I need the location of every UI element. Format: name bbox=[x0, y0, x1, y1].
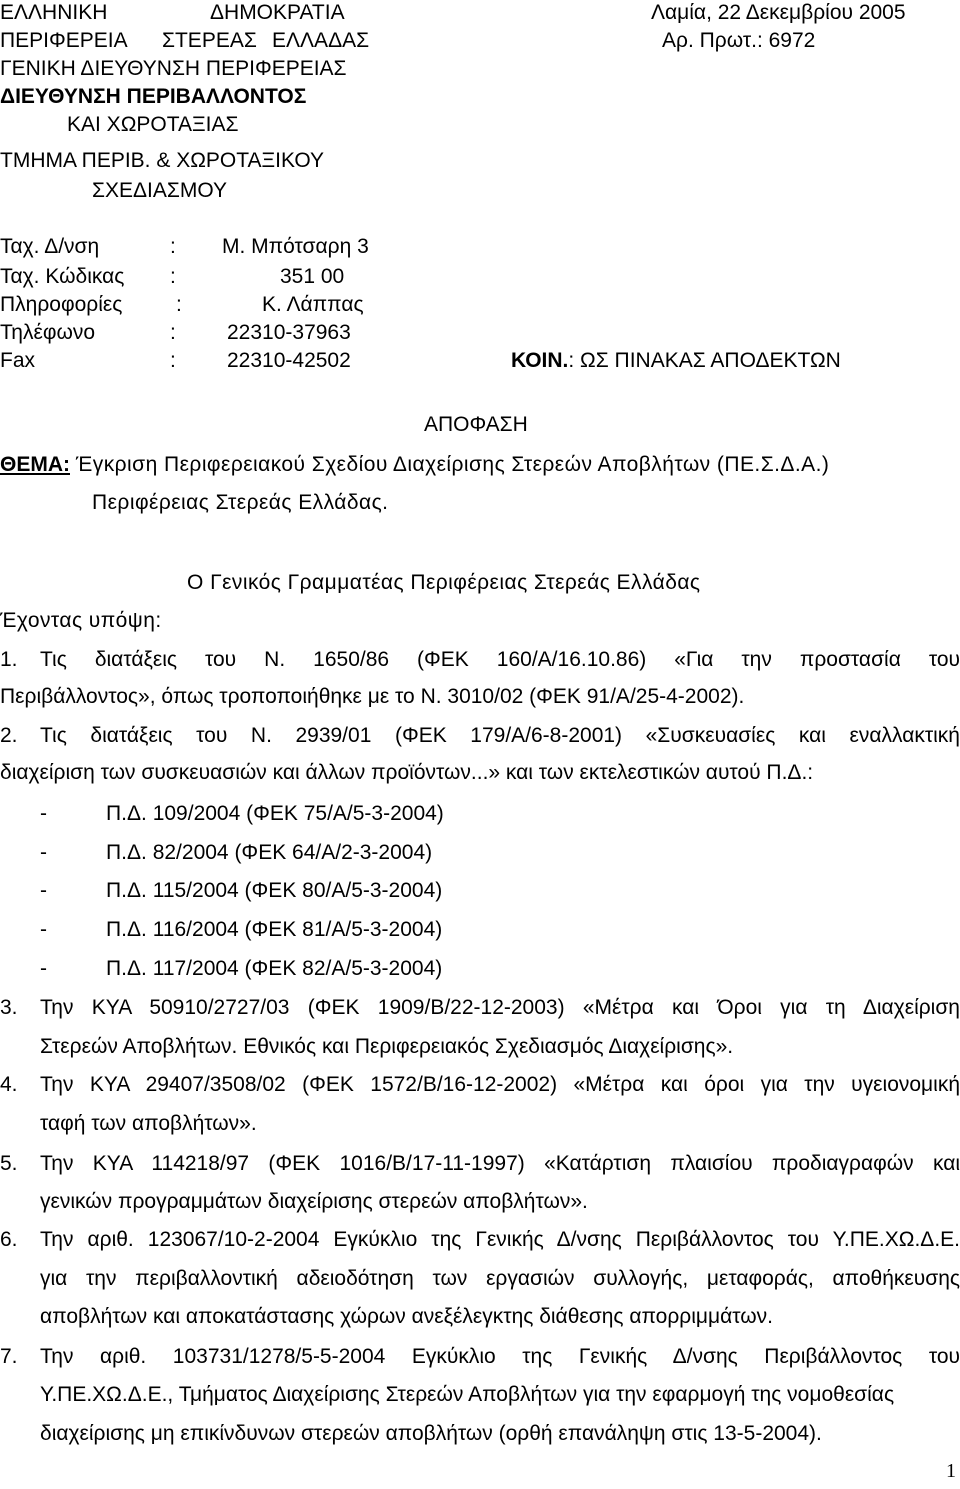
place-date: Λαμία, 22 Δεκεμβρίου 2005 bbox=[651, 1, 906, 24]
recipients-label: ΚΟΙΝ. bbox=[511, 349, 569, 372]
page-number: 1 bbox=[946, 1460, 956, 1482]
item-number: 2. bbox=[0, 724, 18, 747]
dash-marker: - bbox=[40, 841, 47, 864]
address-label: Ταχ. Δ/νση bbox=[0, 235, 100, 258]
protocol-number: Αρ. Πρωτ.: 6972 bbox=[662, 29, 816, 52]
item-text-line: Την αριθ. 123067/10-2-2004 Εγκύκλιο της Γενικής Δ/νσης Περιβάλλοντος του Υ.ΠΕ.ΧΩ.Δ.Ε. bbox=[40, 1228, 960, 1251]
item-text-line: ταφή των αποβλήτων». bbox=[40, 1112, 257, 1135]
address-block bbox=[0, 234, 520, 374]
issuer-line-4: ΔΙΕΥΘΥΝΣΗ ΠΕΡΙΒΑΛΛΟΝΤΟΣ bbox=[0, 85, 307, 108]
item-text-line: Την ΚΥΑ 114218/97 (ΦΕΚ 1016/Β/17-11-1997) «Κατάρτιση πλαισίου προδιαγραφών και bbox=[40, 1152, 960, 1175]
pd-list-item bbox=[40, 917, 442, 943]
subject-label: ΘΕΜΑ: bbox=[0, 453, 70, 476]
issuer-line-1a: ΕΛΛΗΝΙΚΗ bbox=[0, 1, 108, 24]
item-text-line: Την αριθ. 103731/1278/5-5-2004 Εγκύκλιο της Γενικής Δ/νσης Περιβάλλοντος του bbox=[40, 1345, 960, 1368]
pd-list-item bbox=[40, 840, 432, 866]
authority: Ο Γενικός Γραμματέας Περιφέρειας Στερεάς Ελλάδας bbox=[187, 571, 701, 594]
issuer-line-6: ΤΜΗΜΑ ΠΕΡΙΒ. & ΧΩΡΟΤΑΞΙΚΟΥ bbox=[0, 149, 325, 172]
item-number: 5. bbox=[0, 1152, 18, 1175]
address-label: Τηλέφωνο bbox=[0, 321, 96, 344]
item-text-line: διαχείρισης μη επικίνδυνων στερεών αποβλήτων (ορθή επανάληψη στις 13-5-2004). bbox=[40, 1422, 822, 1445]
address-value: Μ. Μπότσαρη 3 bbox=[222, 235, 369, 258]
item-text-line: Στερεών Αποβλήτων. Εθνικός και Περιφερειακός Σχεδιασμός Διαχείρισης». bbox=[40, 1035, 734, 1058]
item-text-line: Τις διατάξεις του Ν. 2939/01 (ΦΕΚ 179/Α/6-8-2001) «Συσκευασίες και εναλλακτική bbox=[40, 724, 960, 747]
issuer-line-2b: ΣΤΕΡΕΑΣ bbox=[162, 29, 257, 52]
issuer-line-1b: ΔΗΜΟΚΡΑΤΙΑ bbox=[210, 1, 345, 24]
address-colon: : bbox=[170, 235, 176, 258]
address-colon: : bbox=[170, 321, 176, 344]
subject-line-1 bbox=[0, 452, 829, 478]
pd-text: Π.Δ. 109/2004 (ΦΕΚ 75/Α/5-3-2004) bbox=[106, 802, 444, 825]
issuer-line-1 bbox=[0, 0, 107, 26]
recipients-text: : ΩΣ ΠΙΝΑΚΑΣ ΑΠΟΔΕΚΤΩΝ bbox=[568, 349, 841, 372]
pd-list-item bbox=[40, 956, 442, 982]
issuer-line-7: ΣΧΕΔΙΑΣΜΟΥ bbox=[92, 179, 228, 202]
considering-heading: Έχοντας υπόψη: bbox=[0, 609, 162, 632]
item-text-line: για την περιβαλλοντική αδειοδότηση των εργασιών συλλογής, μεταφοράς, αποθήκευσης bbox=[40, 1267, 960, 1290]
item-text-line: Τις διατάξεις του Ν. 1650/86 (ΦΕΚ 160/Α/16.10.86) «Για την προστασία του bbox=[40, 648, 960, 671]
address-colon: : bbox=[170, 265, 176, 288]
item-text-line: διαχείριση των συσκευασιών και άλλων προϊόντων...» και των εκτελεστικών αυτού Π.Δ.: bbox=[0, 761, 814, 784]
recipients-line bbox=[511, 348, 841, 374]
dash-marker: - bbox=[40, 957, 47, 980]
item-text-line: Την ΚΥΑ 50910/2727/03 (ΦΕΚ 1909/Β/22-12-2003) «Μέτρα και Όροι για τη Διαχείριση bbox=[40, 996, 960, 1019]
pd-list-item bbox=[40, 801, 444, 827]
pd-text: Π.Δ. 115/2004 (ΦΕΚ 80/Α/5-3-2004) bbox=[106, 879, 443, 902]
issuer-line-2a: ΠΕΡΙΦΕΡΕΙΑ bbox=[0, 29, 128, 52]
dash-marker: - bbox=[40, 918, 47, 941]
subject-text-1: Έγκριση Περιφερειακού Σχεδίου Διαχείρισης Στερεών Αποβλήτων (ΠΕ.Σ.Δ.Α.) bbox=[75, 453, 830, 476]
address-value: 22310-37963 bbox=[227, 321, 351, 344]
item-text-line: Περιβάλλοντος», όπως τροποποιήθηκε με το Ν. 3010/02 (ΦΕΚ 91/Α/25-4-2002). bbox=[0, 685, 745, 708]
pd-text: Π.Δ. 82/2004 (ΦΕΚ 64/Α/2-3-2004) bbox=[106, 841, 433, 864]
item-number: 3. bbox=[0, 996, 18, 1019]
item-number: 4. bbox=[0, 1073, 18, 1096]
item-text-line: Υ.ΠΕ.ΧΩ.Δ.Ε., Τμήματος Διαχείρισης Στερεών Αποβλήτων για την εφαρμογή της νομοθεσίας bbox=[40, 1383, 895, 1406]
item-number: 1. bbox=[0, 648, 18, 671]
subject-line-2: Περιφέρειας Στερεάς Ελλάδας. bbox=[92, 491, 389, 514]
item-number: 7. bbox=[0, 1345, 18, 1368]
address-label: Ταχ. Κώδικας bbox=[0, 265, 125, 288]
address-colon: : bbox=[170, 349, 176, 372]
issuer-line-5: ΚΑΙ ΧΩΡΟΤΑΞΙΑΣ bbox=[67, 113, 239, 136]
item-text-line: γενικών προγραμμάτων διαχείρισης στερεών αποβλήτων». bbox=[40, 1190, 588, 1213]
issuer-line-3: ΓΕΝΙΚΗ ΔΙΕΥΘΥΝΣΗ ΠΕΡΙΦΕΡΕΙΑΣ bbox=[0, 57, 347, 80]
dash-marker: - bbox=[40, 879, 47, 902]
address-label: Πληροφορίες bbox=[0, 293, 123, 316]
pd-text: Π.Δ. 117/2004 (ΦΕΚ 82/Α/5-3-2004) bbox=[106, 957, 443, 980]
item-text-line: Την ΚΥΑ 29407/3508/02 (ΦΕΚ 1572/Β/16-12-2002) «Μέτρα και όροι για την υγειονομική bbox=[40, 1073, 960, 1096]
item-text-line: αποβλήτων και αποκατάστασης χώρων ανεξέλεγκτης διάθεσης απορριμμάτων. bbox=[40, 1305, 773, 1328]
decision-title: ΑΠΟΦΑΣΗ bbox=[424, 413, 528, 436]
dash-marker: - bbox=[40, 802, 47, 825]
pd-text: Π.Δ. 116/2004 (ΦΕΚ 81/Α/5-3-2004) bbox=[106, 918, 443, 941]
address-colon: : bbox=[176, 293, 182, 316]
address-label: Fax bbox=[0, 349, 36, 372]
issuer-line-2c: ΕΛΛΑΔΑΣ bbox=[272, 29, 370, 52]
item-number: 6. bbox=[0, 1228, 18, 1251]
address-value: 22310-42502 bbox=[227, 349, 351, 372]
address-value: 351 00 bbox=[280, 265, 345, 288]
pd-list-item bbox=[40, 878, 442, 904]
address-value: Κ. Λάππας bbox=[262, 293, 364, 316]
